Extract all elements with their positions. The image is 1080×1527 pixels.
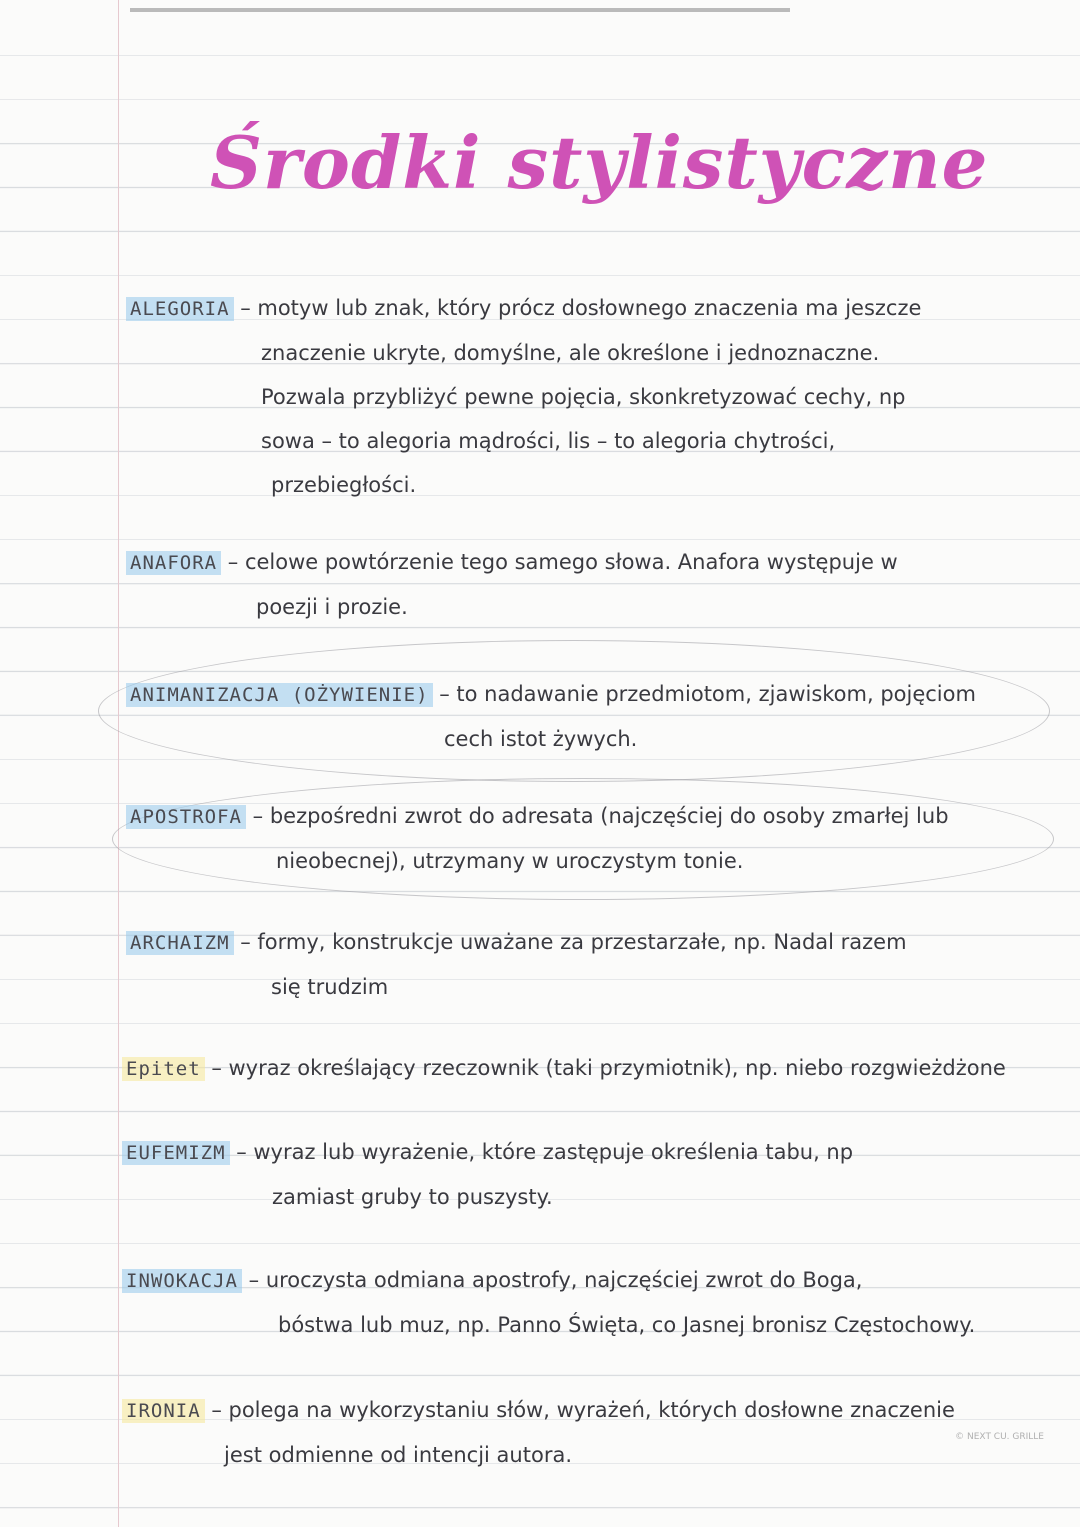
term-label: APOSTROFA [126,805,246,829]
term-separator: – [204,1398,229,1422]
term-label: INWOKACJA [122,1269,242,1293]
entry-line [122,1046,1006,1091]
entry-line [122,1388,955,1433]
term-label: ANAFORA [126,551,221,575]
definition-line: się trudzim [271,975,389,999]
entry-line [126,672,976,717]
definition-line: bezpośredni zwrot do adresata (najczęściej do osoby zmarłej lub [269,804,949,828]
watermark: © NEXT CU. GRILLE [955,1432,1044,1442]
entry-inwokacja [122,1258,975,1347]
definition-line: wyraz określający rzeczownik (taki przymiotnik), np. niebo rozgwieżdżone [228,1056,1006,1080]
term-label: IRONIA [122,1399,205,1423]
entry-anafora [126,540,898,629]
term-separator: – [245,804,270,828]
entry-eufemizm [122,1130,853,1219]
term-label: ANIMANIZACJA (OŻYWIENIE) [126,683,433,707]
definition-line: formy, konstrukcje uważane za przestarzałe, np. Nadal razem [257,930,907,954]
term-label: ARCHAIZM [126,931,234,955]
definition-line: bóstwa lub muz, np. Panno Święta, co Jasnej bronisz Częstochowy. [278,1313,976,1337]
entry-line [126,920,907,965]
definition-line: uroczysta odmiana apostrofy, najczęściej zwrot do Boga, [265,1268,863,1292]
entry-line [126,540,898,585]
term-separator: – [233,930,258,954]
term-separator: – [241,1268,266,1292]
term-separator: – [204,1056,229,1080]
term-label: ALEGORIA [126,297,234,321]
margin-line [118,0,119,1527]
term-separator: – [229,1140,254,1164]
entry-archaizm [126,920,907,1009]
definition-line: poezji i prozie. [256,595,408,619]
definition-line: sowa – to alegoria mądrości, lis – to alegoria chytrości, [261,429,836,453]
definition-line: celowe powtórzenie tego samego słowa. Anafora występuje w [244,550,898,574]
definition-line: polega na wykorzystaniu słów, wyrażeń, których dosłowne znaczenie [228,1398,955,1422]
page-top-edge [130,8,790,12]
definition-line: zamiast gruby to puszysty. [272,1185,553,1209]
term-separator: – [233,296,258,320]
term-separator: – [432,682,457,706]
term-separator: – [221,550,245,574]
entry-apostrofa [126,794,949,883]
definition-line: nieobecnej), utrzymany w uroczystym tonie. [276,849,744,873]
definition-line: wyraz lub wyrażenie, które zastępuje określenia tabu, np [253,1140,854,1164]
entry-line [126,794,949,839]
term-label: Epitet [122,1057,205,1081]
term-label: EUFEMIZM [122,1141,230,1165]
entry-ironia [122,1388,955,1477]
definition-line: jest odmienne od intencji autora. [224,1443,572,1467]
entry-alegoria [126,286,921,507]
entry-line [122,1130,853,1175]
page-title: Środki stylistyczne [210,120,989,205]
entry-line [122,1258,975,1303]
definition-line: przebiegłości. [271,473,417,497]
entry-animanizacja [126,672,976,761]
definition-line: Pozwala przybliżyć pewne pojęcia, skonkretyzować cechy, np [261,385,906,409]
definition-line: to nadawanie przedmiotom, zjawiskom, pojęciom [456,682,976,706]
definition-line: znaczenie ukryte, domyślne, ale określone i jednoznaczne. [261,341,880,365]
definition-line: motyw lub znak, który prócz dosłownego znaczenia ma jeszcze [257,296,922,320]
entry-epitet [122,1046,1006,1091]
entry-line [126,286,921,331]
definition-line: cech istot żywych. [444,727,638,751]
